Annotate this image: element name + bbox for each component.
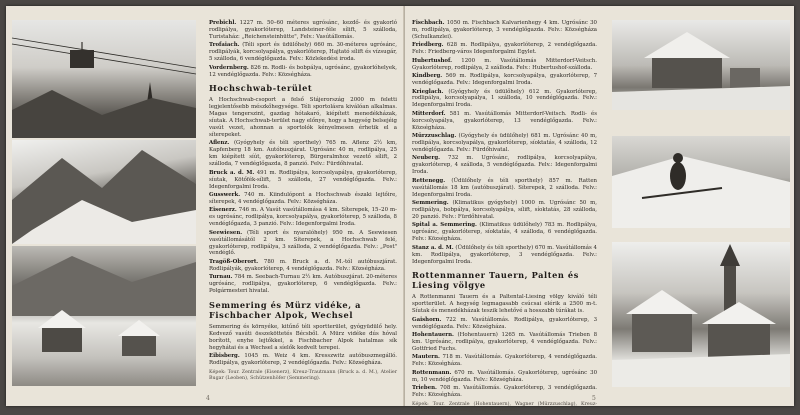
entry (412, 245, 597, 266)
entry (412, 73, 597, 87)
page-number-left: 4 (206, 395, 210, 402)
entry-name: Trieben. (412, 385, 437, 392)
entry (209, 192, 397, 206)
entry-name: Friedberg. (412, 42, 444, 49)
text-panel-left (202, 6, 404, 406)
entry-name: Gaishorn. (412, 316, 442, 323)
entry-name: Rottenmann. (412, 369, 452, 376)
entry-text: (Klimatikus gyógyhely) 1000 m. Ugrósánc 50 m, rodlipálya, bobpálya, korcsolyapálya, sílift, síoktatás, 28 szálloda, 20 panzió. Felv.: Fürdőhivatal. (412, 200, 597, 220)
entry-text: (Téli sport és üdülőhely) 660 m. 30-méteres ugrósánc, rodlipályák, korcsolyapálya, gyakorlóterep, Hajtató sílift és vízsugár, 5 szálloda, 6 vendéglőgazda. Felv.: Közlekedési iroda. (209, 42, 397, 63)
entry-text: (Üdülőhely és téli sporthely) 857 m. Ratten vasútállomás 18 km (autóbuszjárat). Síterepek, 2 szálloda. Felv.: Idegenforgalmi Iroda. (412, 177, 597, 198)
entry-name: Stanz a. d. M. (412, 244, 454, 251)
entry (412, 133, 597, 154)
entry-name: Kindberg. (412, 73, 443, 80)
entry-name: Hohentauern. (412, 332, 454, 339)
entry-name: Tragöß-Oberort. (209, 258, 259, 265)
entry-text: 732 m. Ugrósánc, rodlipálya, korcsolyapálya, gyakorlóterep, 4 szálloda, 5 vendéglőgazda. Felv.: Idegenforgalmi Iroda. (412, 155, 597, 176)
entry-name: Rettenegg. (412, 177, 446, 184)
entry (412, 385, 597, 399)
entry (209, 259, 397, 273)
entry (209, 353, 397, 367)
entry-text: 826 m. Rodli- és bobpálya, ugrósánc, gyakorlóhelyek, 12 vendéglőgazda. Felv.: Községháza. (209, 64, 397, 78)
entry (209, 65, 397, 79)
entry-name: Trofaiach. (209, 42, 240, 49)
entry (412, 20, 597, 41)
entry-text: (Hohentauern) 1265 m. Vasútállomás Trieben 8 km. Ugrósánc, rodlipálya, gyakorlóterep, 4 vendéglőgazda. Felv.: Gottfried Fuchs. (412, 332, 597, 352)
entry-text: 581 m. Vasútállomás Mitterdorf-Veitsch. Rodli- és korcsolyapálya, gyakorlóterep, 13 vendéglőgazda. Felv.: Községháza. (412, 110, 597, 131)
photo-cable-car (12, 20, 196, 138)
section-heading: Hochschwab-terület (209, 83, 313, 94)
photo-credits: Képek: Tour. Zentrale (Eisenerz), Kreuz-Trautmann (Bruck a. d. M.), Atelier Bugar (Leoben), Schützenhöfer (Semmering). (209, 370, 397, 382)
entry (412, 111, 597, 132)
section-heading: Rottenmanner Tauern, Palten és Liesing völgye (412, 270, 579, 291)
photo-panel-right (604, 6, 794, 406)
entry-name: Eisenerz. (209, 207, 237, 214)
entry (209, 20, 397, 41)
entry (412, 354, 597, 368)
entry-text: (Gyógyhely és üdülőhely) 612 m. Gyakorlóterep, rodlipálya, korcsolyapálya, 1 szálloda, 10 vendéglőgazda. Felv.: Idegenforgalmi Iroda. (412, 88, 597, 109)
brochure-spread (6, 6, 794, 414)
entry-text: (Üdülőhely és téli sporthely) 670 m. Vasútállomás 4 km. Rodlipálya, gyakorlóterep, 3 vendéglőgazda. Felv.: Idegenforgalmi Iroda. (412, 244, 597, 265)
section-intro: A Hochschwab-csoport a felső Stájerország 2000 m feletti legjelentősebb mészkőhegysége. Téli sportolásra kiválóan alkalmas. Magas tengerszint, gazdag hótakaró, kiépített menedékházak, síutak. A Hochschwab-terület nagy előnye, hogy a hegység belsejéig vasút vezet, ahonnan a sportolók kényelmesen érhetik el a síterepeket. (209, 97, 397, 138)
entry (412, 89, 597, 110)
entry (412, 42, 597, 56)
entry-text: (Téli sport és nyaralóhely) 950 m. A Seewiesen vasútállomásától 2 km. Síterepek, a Hochschwab felé, gyakorlóterep, rodlipálya, 3 szálloda, 2 vendéglőgazda. Felv.: „Post" vendéglő. (209, 229, 397, 257)
entry-text: 1227 m. 50–60 méteres ugrósánc, kezdő- és gyakorló rodlipálya, gyakorlóterep, Landsteiner-féle sílift, 5 szálloda, Turistaház: „Reichensteinhütte", Felv.: Vasútállomás. (209, 20, 397, 40)
page-number-right: 5 (592, 395, 596, 402)
entry (412, 178, 597, 199)
entry-name: Fischbach. (412, 20, 445, 26)
entry-text: 740 m. Kiindulópont a Hochschwab északi lejtőire, síterepek, 4 vendéglőgazda. Felv.: Községháza. (209, 192, 397, 205)
photo-panel-left (6, 6, 202, 406)
right-text-column (412, 20, 598, 414)
entry-text: 780 m. Bruck a. d. M.-tól autóbuszjárat. Rodlipályák, gyakorlóterep, 4 vendéglőgazda. Felv.: Községháza. (209, 258, 398, 272)
left-text-column (209, 20, 397, 390)
entry-name: Gusswerk. (209, 192, 241, 198)
entry-name: Prebichl. (209, 20, 237, 26)
entry-name: Vordernberg. (209, 64, 249, 71)
entry (209, 42, 397, 63)
text-panel-right (404, 6, 604, 414)
entry-name: Bruck a. d. M. (209, 169, 255, 176)
entry-name: Semmering. (412, 200, 449, 207)
entry-name: Turnau. (209, 274, 233, 281)
entry (412, 317, 597, 331)
entry-text: 628 m. Rodlipálya, gyakorlóterep, 2 vendéglőgazda. Felv.: Friedberg-város Idegenforgalmi Egylet. (412, 42, 597, 56)
entry-text: 708 m. Vasútállomás. Gyakorlóterep, 3 vendéglőgazda. Felv.: Községháza. (412, 385, 598, 399)
photo-mountain-hut (612, 20, 790, 110)
entry-name: Krieglach. (412, 88, 444, 95)
entry-name: Aflenz. (209, 140, 230, 147)
entry (412, 222, 597, 243)
section-heading: Semmering és Mürz vidéke, a Fischbacher Alpok, Wechsel (209, 300, 361, 321)
section-intro: A Rottenmanni Tauern és a Paltental-Liesing völgy kiváló téli sportterület. A hegység legmagasabb csúcsai elérik a 2500 m-t. Síutak és menedékházak teszik lehetővé a hosszabb túrákat is. (412, 294, 597, 315)
entry-name: Eibisberg. (209, 353, 240, 360)
entry-text: 784 m. Seebach-Turnau 2½ km. Autóbuszjárat. 20-méteres ugrósánc, rodlipálya, gyakorlóterep, 6 vendéglőgazda. Felv.: Polgármesteri hivatal. (209, 274, 397, 295)
photo-mountain-valley (12, 140, 196, 244)
entry (412, 332, 597, 353)
photo-snowy-village (12, 246, 196, 386)
entry (209, 140, 397, 168)
entry-text: (Klimatikus üdülőhely) 783 m. Rodlipálya, ugrósánc, gyakorlóterep, síoktatás, 4 szálloda, 6 vendéglőgazda. Felv.: Községháza. (412, 222, 597, 243)
photo-credits: Képek: Tour. Zentrale (Hohentauern), Wagner (Mürzzuschlag), Kreuz-Trautmann (Semmering), Leitner (Trieben). (412, 402, 597, 414)
entry (412, 58, 597, 72)
entry-name: Mürzzuschlag. (412, 133, 457, 140)
entry-text: 1050 m. Fischbach Kalvarienhegy 4 km. Ugrósánc 30 m, rodlipálya, gyakorlóterep, 3 vendéglőgazda. Felv.: Községháza (Schulkanzlei). (412, 20, 597, 40)
entry-name: Seewiesen. (209, 229, 243, 236)
entry-text: (Gyógyhely és üdülőhely) 681 m. Ugrósánc 40 m, rodlipálya, korcsolyapálya, gyakorlóterep, síoktatás, 4 szálloda, 12 vendéglőgazda. Felv.: Fürdőhivatal. (412, 133, 597, 153)
entry-text: 718 m. Vasútállomás. Gyakorlóterep, 4 vendéglőgazda. Felv.: Községháza. (412, 354, 598, 368)
entry-text: (Gyógyhely és téli sporthely) 765 m. Aflenz 2½ km, Kapfenberg 18 km. Autóbuszjárat. Ugrósánc 40 m, rodlipálya, 25 km kiépített síút, gyakorlóterep, Bürgeralmhoz vezető sílift, 2 szálloda, 7 vendéglőgazda, 8 panzió. Felv.: Fürdőhivatal. (209, 140, 398, 168)
entry-name: Neuberg. (412, 155, 440, 162)
photo-winter-town-church (612, 242, 790, 387)
entry (209, 170, 397, 191)
entry (412, 370, 597, 384)
section-intro: Semmering és környéke, kitűnő téli sportterület, gyógyüdülő hely. Kedvező vasúti összeköttetés Bécsből. A Mürz vidéke dús hóval borított, enyhe lejtőkkel, a Fischbacher Alpok hatalmas sík hegyhátai és a Wechsel a síelők kedvelt terepei. (209, 324, 397, 351)
entry (209, 207, 397, 228)
entry-name: Hubertushof. (412, 57, 453, 64)
photo-skier-resting (612, 136, 790, 228)
entry-text: 1200 m. Vasútállomás Mitterdorf-Veitsch. Gyakorlóterep, rodlipálya, 2 szálloda. Felv.: Hubertushof-szálloda. (412, 57, 597, 71)
entry (209, 274, 397, 295)
entry-name: Mitterdorf. (412, 110, 446, 117)
entry (412, 155, 597, 176)
entry-text: 722 m. Vasútállomás. Rodlipálya, gyakorlóterep, 3 vendéglőgazda. Felv.: Községháza. (412, 316, 597, 330)
entry-text: 1045 m. Weiz 4 km. Kresszwitz autóbuszmegálló. Rodlipálya, gyakorlóterep, 2 vendéglőgazda. Felv.: Községháza. (209, 353, 397, 367)
entry (209, 230, 397, 258)
entry (412, 200, 597, 221)
entry-name: Mautern. (412, 354, 440, 361)
entry-text: 491 m. Rodlipálya, korcsolyapálya, gyakorlóterep, síutak, Kötőfék-sílift, 5 szálloda, 27 vendéglőgazda. Felv.: Idegenforgalmi Iroda. (209, 169, 397, 190)
entry-text: 746 m. A Vasút vasútállomása 4 km. Síterepek, 15–20 m-es ugrósánc, rodlipálya, korcsolyapálya, gyakorlóterep, 5 szálloda, 8 vendéglőgazda, 3 panzió. Felv.: Idegenforgalmi Iroda. (209, 207, 397, 228)
entry-text: 670 m. Vasútállomás. Gyakorlóterep, ugrósánc 30 m, 10 vendéglőgazda. Felv.: Községháza. (412, 369, 597, 383)
entry-text: 569 m. Rodlipálya, korcsolyapálya, gyakorlóterep, 7 vendéglőgazda. Felv.: Idegenforgalmi Iroda. (412, 73, 597, 87)
entry-name: Spital a. Semmering. (412, 222, 477, 229)
